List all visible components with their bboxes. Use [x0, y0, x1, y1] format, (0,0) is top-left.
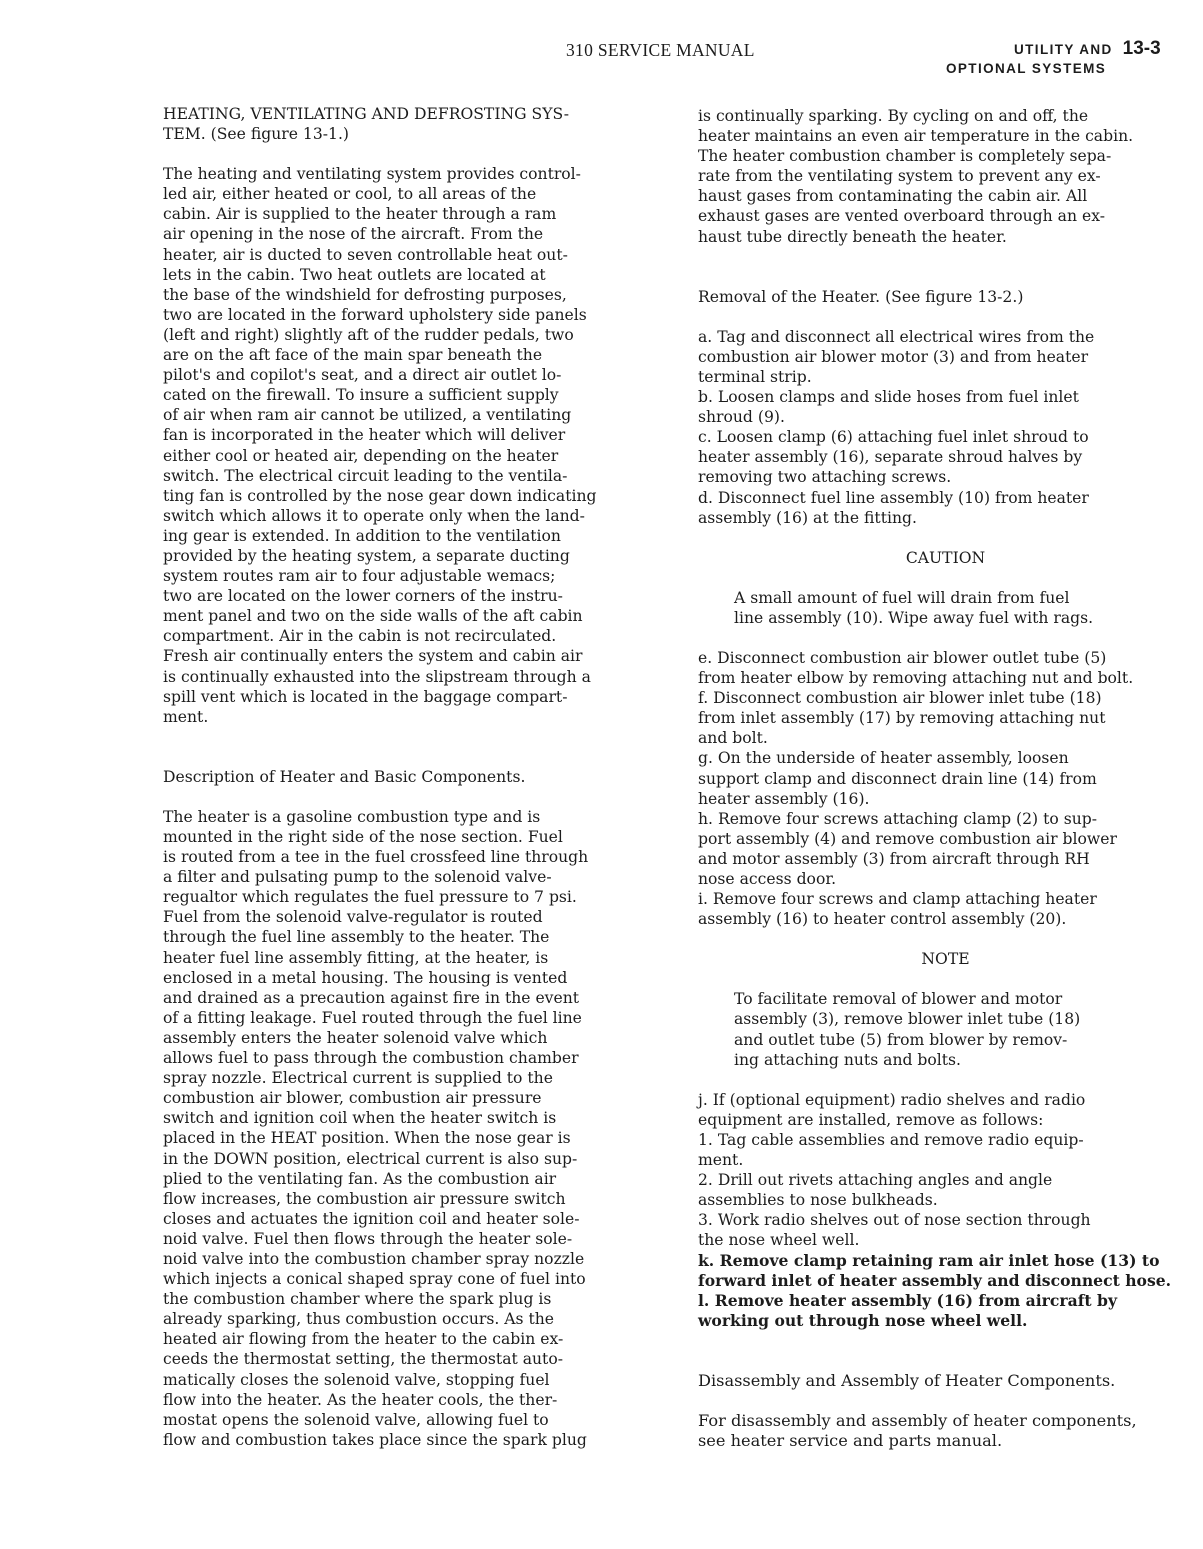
paragraph-heater-description: The heater is a gasoline combustion type and is mounted in the right side of the nose section. Fuel is routed from a tee in the fuel crossfeed line through a filter and pulsating pump to the solenoid valve- regualtor which regulates the fuel pressure to 7 psi. Fuel from the solenoid valve-regulator is routed through the fuel line assembly to the heater. The heater fuel line assembly fitting, at the heater, is enclosed in a metal housing. The housing is vented and drained as a precaution against fire in the event of a fitting leakage. Fuel routed through the fuel line assembly enters the heater solenoid valve which allows fuel to pass through the combustion chamber spray nozzle. Electrical current is supplied to the combustion air blower, combustion air pressure switch and ignition coil when the heater switch is placed in the HEAT position. When the nose gear is in the DOWN position, electrical current is also sup- plied to the ventilating fan. As the combustion air flow increases, the combustion air pressure switch closes and actuates the ignition coil and heater sole- noid valve. Fuel then flows through the heater sole- noid valve into the combustion chamber spray nozzle which injects a conical shaped spray cone of fuel into the combustion chamber where the spark plug is already sparking, thus combustion occurs. As the heated air flowing from the heater to the cabin ex- ceeds the thermostat setting, the thermostat auto- matically closes the solenoid valve, stopping fuel flow into the heater. As the heater cools, the ther- mostat opens the solenoid valve, allowing fuel to flow and combustion takes place since the spark plug: [163, 807, 589, 1449]
removal-step: k. Remove clamp retaining ram air inlet hose (13) to forward inlet of heater assembly and disconnect hose.: [698, 1250, 1172, 1290]
removal-substep: 2. Drill out rivets attaching angles and angle assemblies to nose bulkheads.: [698, 1171, 1053, 1210]
heading-heater-description: Description of Heater and Basic Components.: [163, 767, 526, 786]
note-text: To facilitate removal of blower and motor assembly (3), remove blower inlet tube (18) and outlet tube (5) from blower by remov- ing attaching nuts and bolts.: [734, 990, 1081, 1069]
removal-step: d. Disconnect fuel line assembly (10) from heater assembly (16) at the fitting.: [698, 488, 1089, 527]
heading-disassembly: Disassembly and Assembly of Heater Components.: [698, 1370, 1116, 1390]
caution-title: CAUTION: [905, 548, 986, 567]
removal-step: h. Remove four screws attaching clamp (2) to sup- port assembly (4) and remove combustion air blower and motor assembly (3) from aircraft through RH nose access door.: [698, 809, 1117, 888]
section-title-line2: OPTIONAL SYSTEMS: [946, 61, 1107, 76]
paragraph-heating-system: The heating and ventilating system provides control- led air, either heated or cool, to all areas of the cabin. Air is supplied to the heater through a ram air opening in the nose of the aircraft. From the heater, air is ducted to seven controllable heat out- lets in the cabin. Two heat outlets are located at the base of the windshield for defrosting purposes, two are located in the forward upholstery side panels (left and right) slightly aft of the rudder pedals, two are on the aft face of the main spar beneath the pilot's and copilot's seat, and a direct air outlet lo- cated on the firewall. To insure a sufficient supply of air when ram air cannot be utilized, a ventilating fan is incorporated in the heater which will deliver either cool or heated air, depending on the heater switch. The electrical circuit leading to the ventila- ting fan is controlled by the nose gear down indicating switch which allows it to operate only when the land- ing gear is extended. In addition to the ventilation provided by the heating system, a separate ducting system routes ram air to four adjustable wemacs; two are located on the lower corners of the instru- ment panel and two on the side walls of the aft cabin compartment. Air in the cabin is not recirculated. Fresh air continually enters the system and cabin air is continually exhausted into the slipstream through a spill vent which is located in the baggage compart- ment.: [163, 165, 597, 726]
left-column: [163, 104, 661, 1450]
paragraph-disassembly: For disassembly and assembly of heater components, see heater service and parts manual.: [698, 1410, 1137, 1451]
removal-step: e. Disconnect combustion air blower outlet tube (5) from heater elbow by removing attaching nut and bolt.: [698, 648, 1134, 688]
manual-title-header: 310 SERVICE MANUAL: [566, 40, 755, 60]
removal-step: b. Loosen clamps and slide hoses from fuel inlet shroud (9).: [698, 388, 1079, 427]
removal-step: i. Remove four screws and clamp attaching heater assembly (16) to heater control assembly (20).: [698, 890, 1097, 929]
removal-step: j. If (optional equipment) radio shelves and radio equipment are installed, remove as follows:: [698, 1090, 1086, 1129]
removal-step: c. Loosen clamp (6) attaching fuel inlet shroud to heater assembly (16), separate shroud halves by removing two attaching screws.: [698, 428, 1089, 487]
right-column: [698, 106, 1193, 1451]
removal-step: a. Tag and disconnect all electrical wires from the combustion air blower motor (3) and from heater terminal strip.: [698, 327, 1095, 386]
removal-step: g. On the underside of heater assembly, loosen support clamp and disconnect drain line (14) from heater assembly (16).: [698, 749, 1097, 808]
paragraph-heater-continued: is continually sparking. By cycling on and off, the heater maintains an even air temperature in the cabin. The heater combustion chamber is completely sepa- rate from the ventilating system to prevent any ex- haust gases from contaminating the cabin air. All exhaust gases are vented overboard through an ex- haust tube directly beneath the heater.: [698, 107, 1134, 246]
heading-heater-removal: Removal of the Heater. (See figure 13-2.): [698, 287, 1024, 306]
page-number: 13-3: [1122, 38, 1161, 59]
removal-substep: 1. Tag cable assemblies and remove radio equip- ment.: [698, 1130, 1084, 1170]
heading-heating-system-line2: TEM. (See figure 13-1.): [163, 125, 349, 144]
removal-substep: 3. Work radio shelves out of nose section through the nose wheel well.: [698, 1211, 1091, 1250]
section-header: [946, 38, 1189, 76]
heading-heating-system-line1: HEATING, VENTILATING AND DEFROSTING SYS-: [163, 105, 570, 123]
note-title: NOTE: [921, 950, 970, 969]
removal-step: l. Remove heater assembly (16) from aircraft by working out through nose wheel well.: [698, 1290, 1118, 1330]
caution-text: A small amount of fuel will drain from fuel line assembly (10). Wipe away fuel with rags.: [734, 588, 1094, 627]
section-title-line1: UTILITY AND: [1014, 42, 1113, 57]
removal-step: f. Disconnect combustion air blower inlet tube (18) from inlet assembly (17) by removing attaching nut and bolt.: [698, 689, 1106, 748]
